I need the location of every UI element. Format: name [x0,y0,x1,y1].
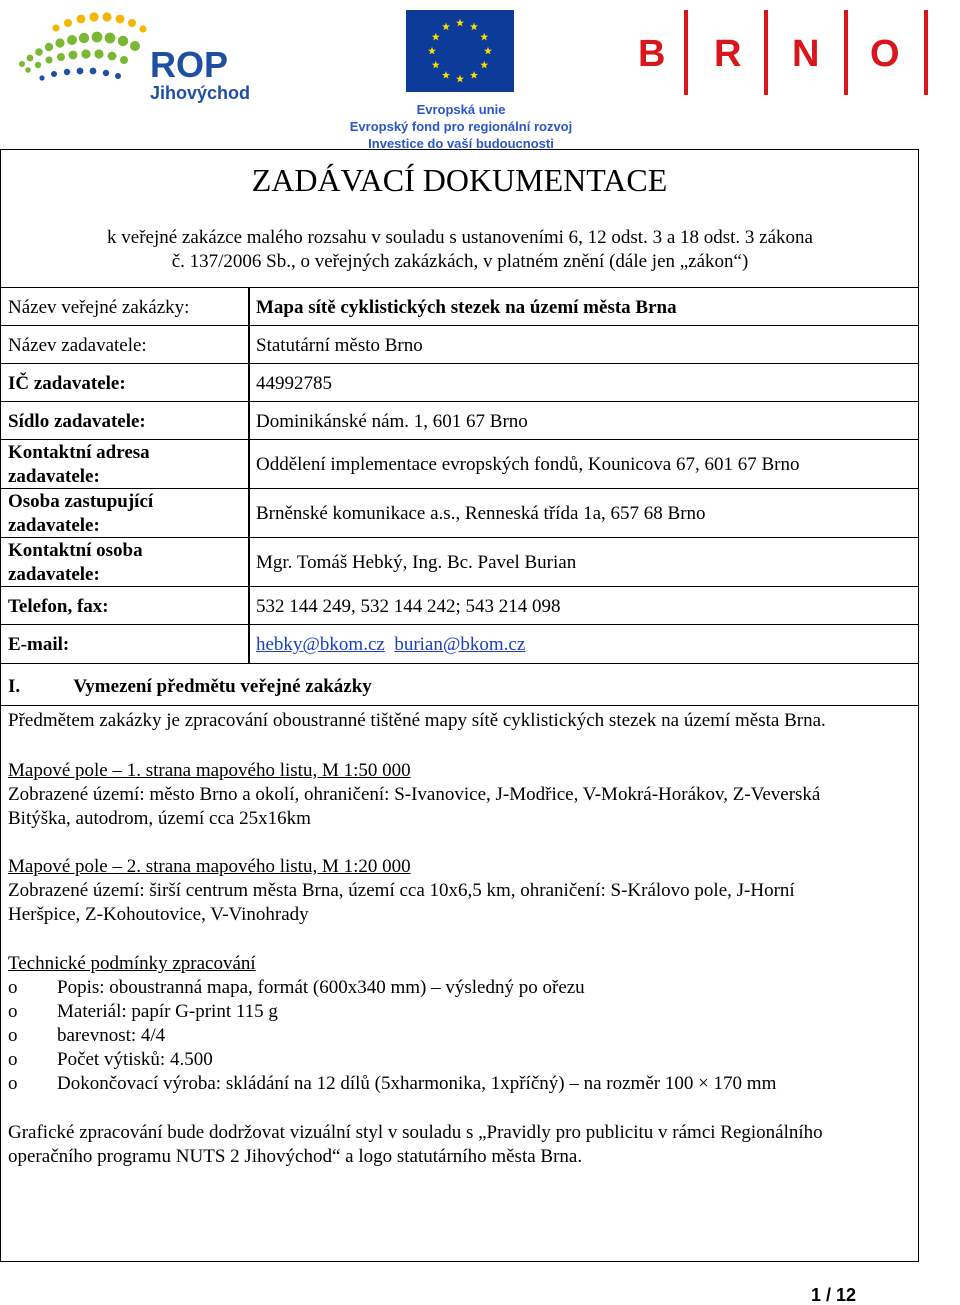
brno-logo-divider [844,10,848,95]
bullet-marker: o [8,1025,18,1046]
map2-heading: Mapové pole – 2. strana mapového listu, M 1:20 000 [8,856,411,877]
ic-label: IČ zadavatele: [8,373,126,394]
map2-line: Heršpice, Z-Kohoutovice, V-Vinohrady [8,904,309,925]
eu-caption-line: Evropský fond pro regionální rozvoj [349,119,573,134]
table-row-representative [0,488,919,537]
authority-value: Statutární město Brno [256,335,423,356]
label-line: Kontaktní osoba [8,540,143,561]
subtitle-line: č. 137/2006 Sb., o veřejných zakázkách, v platném znění (dále jen „zákon“) [171,251,749,272]
rop-logo-text: ROP [150,44,229,85]
page-number: 1 / 12 [810,1285,856,1305]
table-bottom-border [0,663,919,664]
bullet-marker: o [8,977,18,998]
eu-caption-line: Investice do vaší budoucnosti [368,136,554,151]
representative-label [8,490,153,538]
table-row-seat [0,401,919,439]
bullet-marker: o [8,1073,18,1094]
section-number: I. [8,676,21,697]
representative-value: Brněnské komunikace a.s., Renneská třída 1a, 657 68 Brno [256,503,706,524]
list-item: Materiál: papír G-print 115 g [57,1001,278,1022]
email-label: E-mail: [8,634,70,655]
section-heading [8,675,913,699]
rop-jihovychod-logo [12,6,257,106]
ic-value: 44992785 [256,373,332,394]
table-row-ic [0,363,919,401]
bullet-marker: o [8,1049,18,1070]
contract-name-value: Mapa sítě cyklistických stezek na území města Brna [256,297,677,318]
email-values [256,633,525,657]
table-row-contact-address [0,439,919,488]
phone-label: Telefon, fax: [8,596,109,617]
brno-city-logo [634,10,960,95]
eu-flag-icon [406,10,514,92]
rop-swoosh-icon [12,6,257,106]
contact-address-value: Oddělení implementace evropských fondů, Kounicova 67, 601 67 Brno [256,454,800,475]
eu-caption [330,101,592,152]
table-row-authority [0,325,919,363]
bullet-marker: o [8,1001,18,1022]
brno-logo-letter: N [792,33,820,75]
email-link-hebky[interactable]: hebky@bkom.cz [256,634,385,655]
rop-logo-subtext: Jihovýchod [150,83,251,103]
table-row-email [0,624,919,663]
list-item: Dokončovací výroba: skládání na 12 dílů (5xharmonika, 1xpříčný) – na rozměr 100 × 170 mm [57,1073,777,1094]
brno-logo-divider [764,10,768,95]
brno-logo-divider [684,10,688,95]
document-title: ZADÁVACÍ DOKUMENTACE [251,162,668,198]
map1-line: Bitýška, autodrom, území cca 25x16km [8,808,311,829]
map1-line: Zobrazené území: město Brno a okolí, ohraničení: S-Ivanovice, J-Modřice, V-Mokrá-Horákov, Z-Veverská [8,784,821,805]
document-subtitle [40,226,880,274]
email-link-burian[interactable]: burian@bkom.cz [394,634,526,655]
brno-logo-divider [924,10,928,95]
list-item: barevnost: 4/4 [57,1025,166,1046]
graphics-line: operačního programu NUTS 2 Jihovýchod“ a logo statutárního města Brna. [8,1146,583,1167]
label-line: zadavatele: [8,515,100,536]
contact-address-label [8,441,150,489]
section-title: Vymezení předmětu veřejné zakázky [73,676,372,697]
seat-label: Sídlo zadavatele: [8,411,146,432]
eu-flag-logo [406,10,514,92]
label-line: Kontaktní adresa [8,442,150,463]
graphics-line: Grafické zpracování bude dodržovat vizuální styl v souladu s „Pravidly pro publicitu v rámci Regionálního [8,1122,823,1143]
section-intro: Předmětem zakázky je zpracování oboustranné tištěné mapy sítě cyklistických stezek na území města Brna. [8,710,826,731]
label-line: zadavatele: [8,564,100,585]
list-item: Popis: oboustranná mapa, formát (600x340 mm) – výsledný po ořezu [57,977,585,998]
table-column-divider [248,287,250,663]
phone-value: 532 144 249, 532 144 242; 543 214 098 [256,596,561,617]
contact-person-label [8,539,143,587]
label-line: Osoba zastupující [8,491,154,512]
map1-heading: Mapové pole – 1. strana mapového listu, M 1:50 000 [8,760,411,781]
subtitle-line: k veřejné zakázce malého rozsahu v souladu s ustanoveními 6, 12 odst. 3 a 18 odst. 3 zákona [107,227,813,248]
brno-logo-letter: R [714,33,742,75]
table-row-contact-person [0,537,919,586]
table-row-contract-name [0,287,919,325]
map2-line: Zobrazené území: širší centrum města Brna, území cca 10x6,5 km, ohraničení: S-Královo pole, J-Horní [8,880,795,901]
section-divider [0,705,919,706]
list-item: Počet výtisků: 4.500 [57,1049,213,1070]
authority-label: Název zadavatele: [8,335,147,356]
brno-logo-letter: B [638,33,666,75]
tech-heading: Technické podmínky zpracování [8,953,256,974]
contact-person-value: Mgr. Tomáš Hebký, Ing. Bc. Pavel Burian [256,552,577,573]
seat-value: Dominikánské nám. 1, 601 67 Brno [256,411,528,432]
table-row-phone [0,586,919,624]
eu-caption-line: Evropská unie [416,102,506,117]
label-line: zadavatele: [8,466,100,487]
brno-logo-letter: O [870,33,900,75]
contract-name-label: Název veřejné zakázky: [8,297,190,318]
